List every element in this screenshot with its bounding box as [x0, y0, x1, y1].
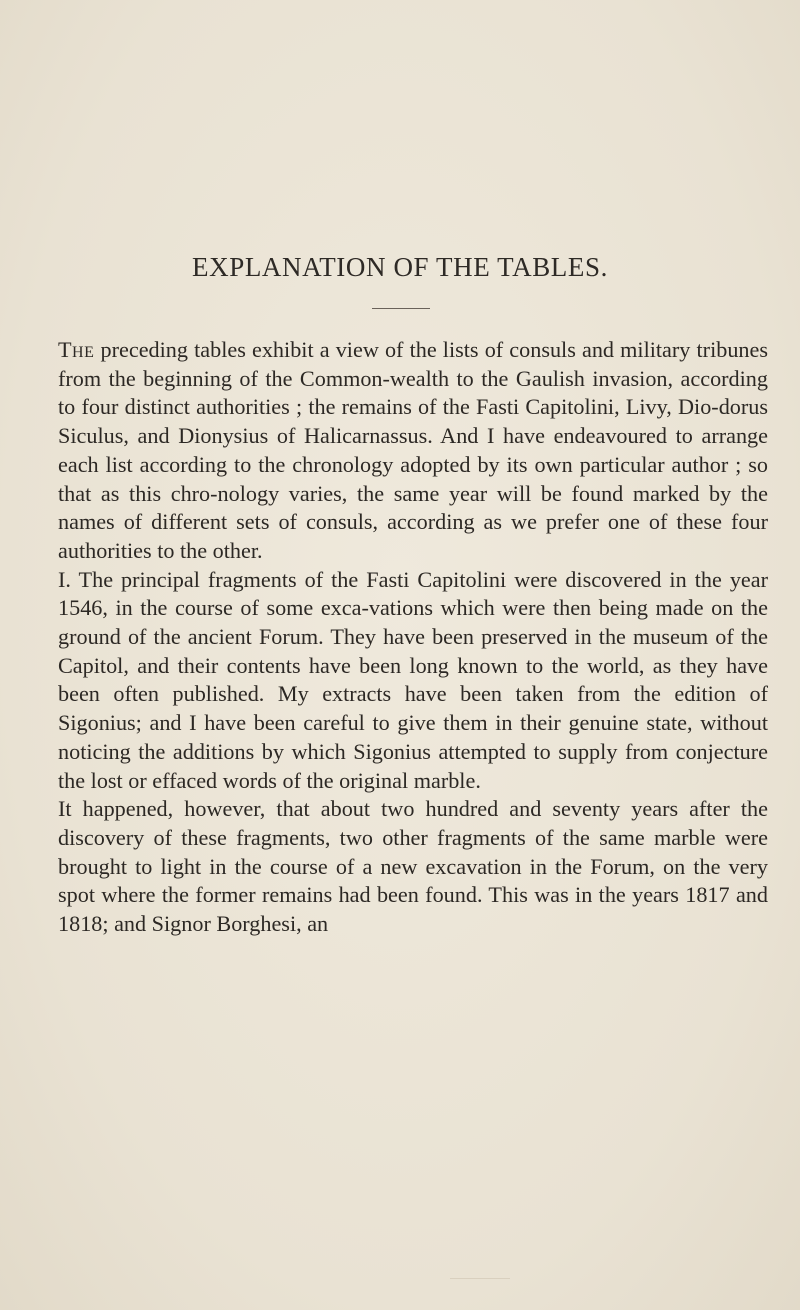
page-mark [450, 1278, 510, 1279]
heading-rule [372, 308, 430, 309]
paragraph-3-text: It happened, however, that about two hundred and seventy years after the discovery of these fragments, two other fragments of the same marble were brought to light in the course of a new excavation in the Forum, on the very spot where the former remains had been found. This was in the years 1817 and 1818; and Signor Borghesi, an [58, 796, 768, 937]
paragraph-1-text: preceding tables exhibit a view of the lists of consuls and military tribunes from the beginning of the Common-wealth to the Gaulish invasion, according to four distinct authorities ; the remains of the Fasti Capitolini, Livy, Dio-dorus Siculus, and Dionysius of Halicarnassus. And I have endeavoured to arrange each list according to the chronology adopted by its own particular author ; so that as this chro-nology varies, the same year will be found marked by the names of different sets of consuls, according as we prefer one of these four authorities to the other. [58, 337, 768, 563]
paragraph-1 [58, 336, 768, 566]
body-text [58, 336, 768, 939]
paragraph-3 [58, 795, 768, 939]
page-heading: EXPLANATION OF THE TABLES. [192, 252, 608, 282]
paragraph-2-text: I. The principal fragments of the Fasti Capitolini were discovered in the year 1546, in the course of some exca-vations which were then being made on the ground of the ancient Forum. They have been preserved in the museum of the Capitol, and their contents have been long known to the world, as they have been often published. My extracts have been taken from the edition of Sigonius; and I have been careful to give them in their genuine state, without noticing the additions by which Sigonius attempted to supply from conjecture the lost or effaced words of the original marble. [58, 566, 768, 793]
paragraph-1-lead: The [58, 337, 95, 362]
paragraph-2 [58, 566, 768, 796]
